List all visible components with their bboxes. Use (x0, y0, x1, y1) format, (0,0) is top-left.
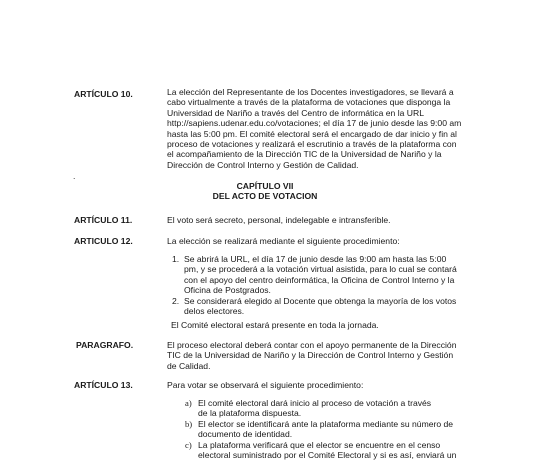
text-line: hasta las 5:00 pm. El comité electoral será el encargado de dar inicio y fin al (167, 128, 457, 139)
text-line: El proceso electoral deberá contar con el apoyo permanente de la Dirección (167, 340, 457, 350)
text-line: Oficina de Postgrados. (184, 285, 271, 296)
chapter-subtitle: DEL ACTO DE VOTACION (212, 191, 318, 201)
text-line: TIC de la Universidad de Nariño y la Dirección de Control Interno y Gestión (167, 350, 454, 361)
list-item-text (198, 419, 453, 440)
list-item-text (198, 440, 456, 461)
list-marker: 2. (172, 296, 180, 306)
list-item-text (198, 398, 463, 419)
text-line: el acompañamiento de la Dirección TIC de la Universidad de Nariño y la (167, 149, 442, 160)
text-line: pm, y se procederá a la votación virtual asistida, para lo cual se contará (184, 264, 457, 275)
text-line: documento de identidad. (198, 429, 293, 440)
article-10-text (167, 87, 463, 170)
text-line: de la plataforma dispuesta. (198, 408, 302, 419)
text-line: Universidad de Nariño a través del Centro de informática en la URL (167, 107, 424, 118)
text-line: de Calidad. (167, 360, 211, 371)
list-marker: c) (185, 440, 192, 450)
article-13-intro: Para votar se observará el siguiente procedimiento: (167, 380, 364, 390)
text-line: proceso de votaciones y realizará el escrutinio a través de la plataforma con (167, 139, 457, 150)
text-line: Dirección de Control Interno y Gestión de Calidad. (167, 159, 359, 170)
paragrafo-label: PARAGRAFO. (76, 340, 134, 350)
text-line: La plataforma verificará que el elector se encuentre en el censo (198, 440, 441, 450)
paragrafo-text (167, 340, 457, 371)
article-10-label: ARTÍCULO 10. (74, 89, 133, 99)
text-line: Se abrirá la URL, el día 17 de junio desde las 9:00 am hasta las 5:00 (184, 254, 447, 264)
article-12-label: ARTICULO 12. (74, 236, 133, 246)
article-12-intro: La elección se realizará mediante el siguiente procedimiento: (167, 236, 400, 246)
text-line: cabo virtualmente a través de la plataforma de votaciones que disponga la (167, 97, 451, 108)
stray-dot: . (73, 171, 76, 181)
text-line: con el apoyo del centro deinformática, la Oficina de Control Interno y la (184, 274, 455, 285)
text-line: Se considerará elegido al Docente que obtenga la mayoría de los votos (184, 296, 457, 306)
text-line: El elector se identificará ante la plataforma mediante su número de (198, 419, 454, 429)
chapter-title: CAPÍTULO VII (236, 181, 294, 191)
article-13-label: ARTÍCULO 13. (74, 380, 133, 390)
text-line: La elección del Representante de los Docentes investigadores, se llevará a (167, 87, 454, 97)
text-line: delos electores. (184, 306, 245, 317)
list-marker: 1. (172, 254, 180, 264)
text-line: electoral suministrado por el Comité Electoral y si es así, enviará un (198, 450, 457, 461)
list-marker: b) (185, 419, 193, 429)
text-line: El comité electoral dará inicio al proceso de votación a través (198, 398, 432, 408)
list-marker: a) (185, 398, 192, 408)
list-item-text (184, 254, 457, 296)
article-11-label: ARTÍCULO 11. (74, 215, 133, 225)
article-11-text: El voto será secreto, personal, indelegable e intransferible. (167, 215, 391, 225)
article-12-closing: El Comité electoral estará presente en toda la jornada. (171, 320, 379, 330)
list-item-text (184, 296, 456, 317)
text-line: http://sapiens.udenar.edu.co/votaciones; el día 17 de junio desde las 9:00 am (167, 118, 462, 129)
